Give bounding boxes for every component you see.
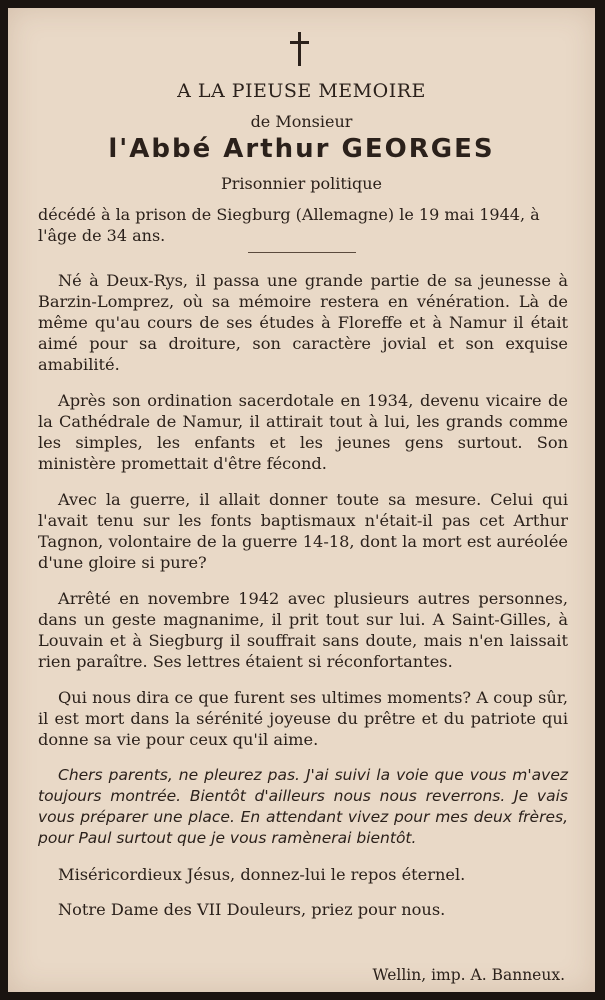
last-words-quote: Chers parents, ne pleurez pas. J'ai suivi la voie que vous m'avez toujours montrée. Bientôt d'ailleurs nous nous reverrons. Je vais vous préparer une place. En attendant vivez pour mes deux frères, pour Paul surtout que je vous ramènerai bientôt. — [38, 766, 568, 847]
divider — [248, 252, 356, 253]
biography-paragraph: Avec la guerre, il allait donner toute sa mesure. Celui qui l'avait tenu sur les fonts baptismaux n'était-il pas cet Arthur Tagnon, volontaire de la guerre 14-18, dont la mort est auréolée d'une gloire si pure? — [38, 490, 568, 572]
printer-credit: Wellin, imp. A. Banneux. — [372, 966, 565, 984]
memorial-subheading: de Monsieur — [250, 112, 353, 131]
prayer-line: Miséricordieux Jésus, donnez-lui le repos éternel. — [58, 865, 466, 884]
biography-paragraph: Arrêté en novembre 1942 avec plusieurs autres personnes, dans un geste magnanime, il prit tout sur lui. A Saint-Gilles, à Louvain et à Siegburg il souffrait sans doute, mais n'en laissait rien paraître. Ses lettres étaient si réconfortantes. — [38, 589, 568, 671]
latin-cross-icon — [289, 32, 311, 66]
memorial-heading: A LA PIEUSE MEMOIRE — [177, 80, 426, 102]
biography-paragraph: Qui nous dira ce que furent ses ultimes moments? A coup sûr, il est mort dans la sérénité joyeuse du prêtre et du patriote qui donne sa vie pour ceux qu'il aime. — [38, 688, 568, 749]
biography — [38, 270, 568, 934]
death-notice: décédé à la prison de Siegburg (Allemagne) le 19 mai 1944, à l'âge de 34 ans. — [38, 205, 540, 245]
biography-paragraph: Après son ordination sacerdotale en 1934, devenu vicaire de la Cathédrale de Namur, il attirait tout à lui, les grands comme les simples, les enfants et les jeunes gens surtout. Son ministère promettait d'être fécond. — [38, 391, 568, 473]
deceased-name: l'Abbé Arthur GEORGES — [108, 134, 495, 164]
deceased-status: Prisonnier politique — [221, 174, 382, 193]
prayer-line: Notre Dame des VII Douleurs, priez pour nous. — [58, 900, 446, 919]
memorial-card — [8, 8, 595, 992]
biography-paragraph: Né à Deux-Rys, il passa une grande partie de sa jeunesse à Barzin-Lomprez, où sa mémoire restera en vénération. Là de même qu'au cours de ses études à Floreffe et à Namur il était aimé pour sa droiture, son caractère jovial et son exquise amabilité. — [38, 271, 568, 374]
